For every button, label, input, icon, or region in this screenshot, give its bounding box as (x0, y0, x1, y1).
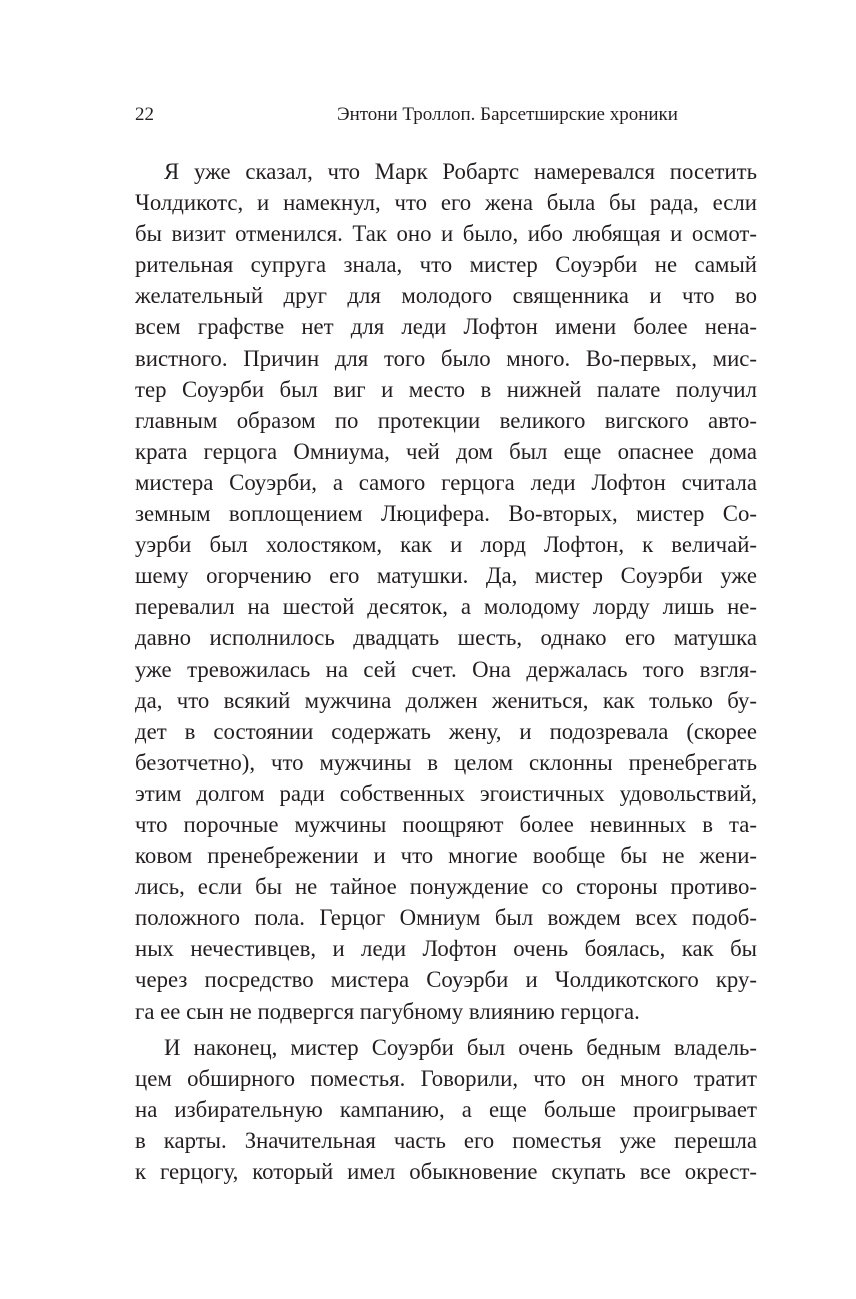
body-text (135, 156, 757, 1187)
text-line: Чолдикотс, и намекнул, что его жена была бы рада, если (135, 190, 757, 216)
paragraph-1 (135, 156, 757, 1027)
text-line: земным воплощением Люцифера. Во-вторых, мистер Со- (135, 501, 757, 527)
text-line: ковом пренебрежении и что многие вообще бы не жени- (135, 843, 757, 869)
text-line: крата герцога Омниума, чей дом был еще опаснее дома (135, 438, 757, 464)
text-line: тер Соуэрби был виг и место в нижней палате получил (135, 376, 757, 402)
text-line: безотчетно), что мужчины в целом склонны пренебрегать (135, 749, 757, 775)
text-line: цем обширного поместья. Говорили, что он много тратит (135, 1065, 757, 1091)
text-line: да, что всякий мужчина должен жениться, как только бу- (135, 687, 757, 713)
text-line: через посредство мистера Соуэрби и Чолдикотского кру- (135, 967, 757, 993)
page-number: 22 (135, 104, 154, 125)
text-line: всем графстве нет для леди Лофтон имени более нена- (135, 314, 757, 340)
paragraph-2 (135, 1032, 757, 1187)
text-line: И наконец, мистер Соуэрби был очень бедным владель- (164, 1034, 757, 1060)
text-line: ных нечестивцев, и леди Лофтон очень боялась, как бы (135, 936, 757, 962)
text-line: мистера Соуэрби, а самого герцога леди Лофтон считала (135, 469, 757, 495)
text-line: Я уже сказал, что Марк Робартс намеревался посетить (164, 159, 757, 184)
text-line: уже тревожилась на сей счет. Она держалась того взгля- (135, 656, 757, 682)
running-head (135, 100, 763, 130)
text-line: на избирательную кампанию, а еще больше проигрывает (135, 1096, 757, 1122)
text-line: что порочные мужчины поощряют более невинных в та- (135, 811, 757, 837)
text-line: вистного. Причин для того было много. Во-первых, мис- (135, 345, 757, 371)
text-line: рительная супруга знала, что мистер Соуэрби не самый (135, 252, 757, 278)
text-line: в карты. Значительная часть его поместья уже перешла (135, 1127, 757, 1153)
text-line: желательный друг для молодого священника и что во (135, 283, 757, 309)
running-title: Энтони Троллоп. Барсетширские хроники (337, 104, 678, 125)
text-line: этим долгом ради собственных эгоистичных удовольствий, (135, 780, 757, 806)
text-line: положного пола. Герцог Омниум был вождем всех подоб- (135, 905, 757, 931)
text-line: лись, если бы не тайное понуждение со стороны противо- (135, 874, 757, 900)
text-line: га ее сын не подвергся пагубному влиянию герцога. (135, 998, 640, 1024)
text-line: бы визит отменился. Так оно и было, ибо любящая и осмот- (135, 221, 757, 247)
text-line: главным образом по протекции великого вигского авто- (135, 407, 757, 433)
text-line: шему огорчению его матушки. Да, мистер Соуэрби уже (135, 563, 757, 589)
text-line: уэрби был холостяком, как и лорд Лофтон, к величай- (135, 532, 757, 558)
text-line: перевалил на шестой десяток, а молодому лорду лишь не- (135, 594, 757, 620)
text-line: дет в состоянии содержать жену, и подозревала (скорее (135, 718, 757, 744)
text-line: давно исполнилось двадцать шесть, однако его матушка (135, 625, 757, 651)
text-line: к герцогу, который имел обыкновение скупать все окрест- (135, 1159, 757, 1184)
